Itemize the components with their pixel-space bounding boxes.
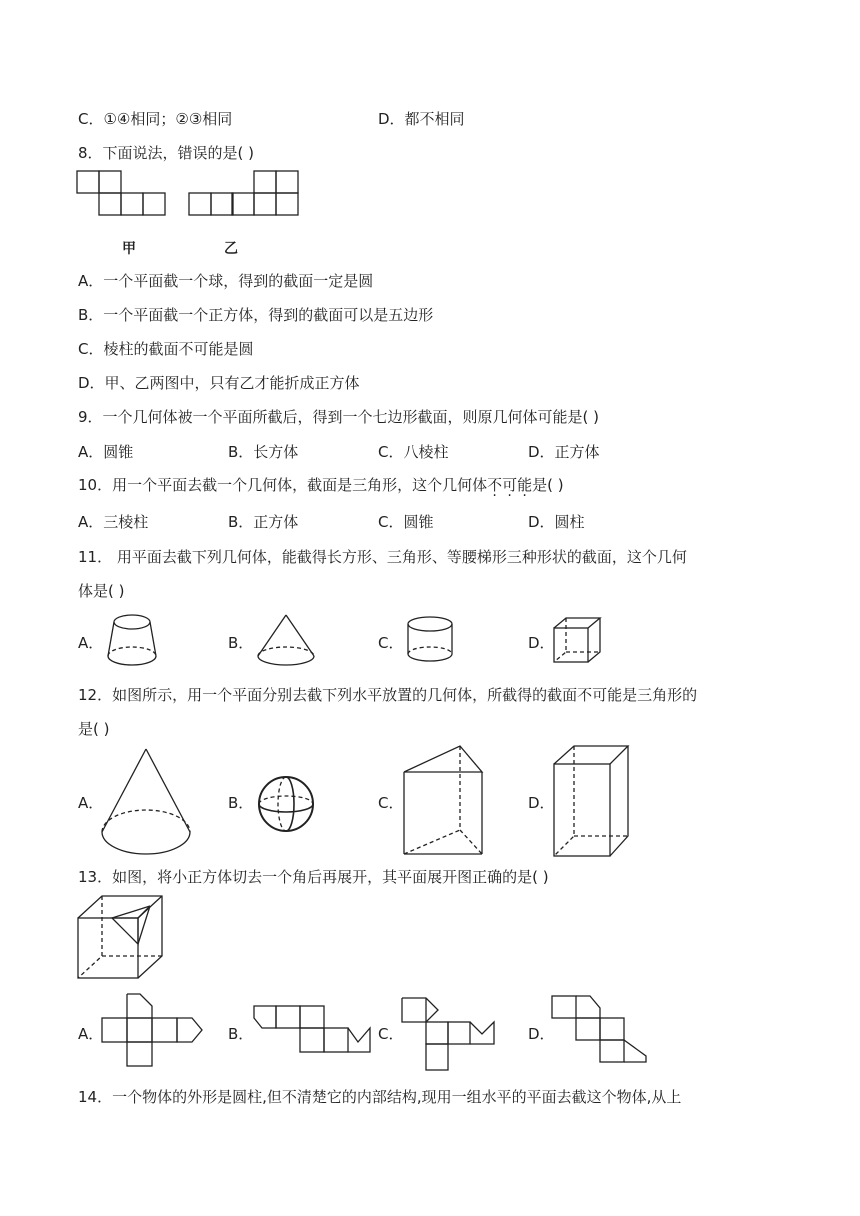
q10-emphasis-2: 可 bbox=[502, 476, 518, 494]
q10-option-a: A．三棱柱 bbox=[78, 513, 149, 531]
q11-option-c-label: C． bbox=[378, 634, 404, 652]
q9-option-b: B．长方体 bbox=[228, 443, 299, 461]
q8-option-a: A．一个平面截一个球，得到的截面一定是圆 bbox=[78, 272, 374, 290]
sphere-figure bbox=[256, 774, 316, 834]
q13-option-c-label: C． bbox=[378, 1025, 404, 1043]
q10-stem bbox=[78, 478, 564, 493]
q9-option-d: D．正方体 bbox=[528, 443, 600, 461]
net-option-b-figure bbox=[252, 1004, 372, 1058]
q11-option-a-label: A． bbox=[78, 634, 104, 652]
q10-stem-post: 是( ) bbox=[532, 476, 564, 494]
cut-corner-cube-figure bbox=[76, 894, 166, 982]
q13-option-b-label: B． bbox=[228, 1025, 254, 1043]
q9-stem: 9．一个几何体被一个平面所截后，得到一个七边形截面，则原几何体可能是( ) bbox=[78, 408, 600, 426]
q11-stem-line1: 11． 用平面去截下列几何体，能截得长方形、三角形、等腰梯形三种形状的截面，这个几何 bbox=[78, 548, 687, 566]
q12-option-a-label: A． bbox=[78, 794, 104, 812]
q8-option-d: D．甲、乙两图中，只有乙才能折成正方体 bbox=[78, 374, 360, 392]
q8-label-jia: 甲 bbox=[122, 241, 136, 257]
q8-option-c: C．棱柱的截面不可能是圆 bbox=[78, 340, 254, 358]
q8-stem: 8．下面说法，错误的是( ) bbox=[78, 144, 255, 162]
q10-emphasis-1: 不 bbox=[487, 476, 503, 494]
q10-stem-pre: 10．用一个平面去截一个几何体，截面是三角形，这个几何体 bbox=[78, 476, 488, 494]
net-option-d-figure bbox=[550, 994, 650, 1066]
q13-stem: 13．如图，将小正方体切去一个角后再展开，其平面展开图正确的是( ) bbox=[78, 868, 549, 886]
q10-option-c: C．圆锥 bbox=[378, 513, 434, 531]
q11-option-d-label: D． bbox=[528, 634, 555, 652]
frustum-figure bbox=[104, 612, 160, 670]
cylinder-figure bbox=[404, 614, 456, 666]
large-cone-figure bbox=[98, 746, 194, 860]
q8-label-yi: 乙 bbox=[224, 241, 238, 257]
q8-option-b: B．一个平面截一个正方体，得到的截面可以是五边形 bbox=[78, 306, 434, 324]
q10-option-d: D．圆柱 bbox=[528, 513, 585, 531]
q13-option-d-label: D． bbox=[528, 1025, 555, 1043]
q12-option-b-label: B． bbox=[228, 794, 254, 812]
q13-option-a-label: A． bbox=[78, 1025, 104, 1043]
q12-option-c-label: C． bbox=[378, 794, 404, 812]
q9-option-c: C．八棱柱 bbox=[378, 443, 449, 461]
q12-stem-line1: 12．如图所示，用一个平面分别去截下列水平放置的几何体，所截得的截面不可能是三角形的 bbox=[78, 686, 698, 704]
q8-net-yi-figure-base bbox=[188, 192, 238, 218]
q7-option-d: D．都不相同 bbox=[378, 110, 465, 128]
q14-stem: 14．一个物体的外形是圆柱,但不清楚它的内部结构,现用一组水平的平面去截这个物体,从上 bbox=[78, 1088, 682, 1106]
rectangular-prism-figure bbox=[552, 744, 632, 860]
cube-figure bbox=[552, 616, 604, 664]
q10-option-b: B．正方体 bbox=[228, 513, 299, 531]
q9-option-a: A．圆锥 bbox=[78, 443, 134, 461]
q11-stem-line2: 体是( ) bbox=[78, 582, 125, 600]
q7-option-c: C．①④相同；②③相同 bbox=[78, 110, 233, 128]
q11-option-b-label: B． bbox=[228, 634, 254, 652]
cone-figure bbox=[254, 612, 318, 668]
q10-emphasis-3: 能 bbox=[517, 476, 533, 494]
net-option-a-figure bbox=[100, 992, 204, 1070]
q8-net-jia-figure bbox=[76, 170, 176, 220]
net-option-c-figure bbox=[400, 996, 496, 1074]
q12-stem-line2: 是( ) bbox=[78, 720, 110, 738]
q12-option-d-label: D． bbox=[528, 794, 555, 812]
triangular-prism-figure bbox=[400, 744, 486, 860]
